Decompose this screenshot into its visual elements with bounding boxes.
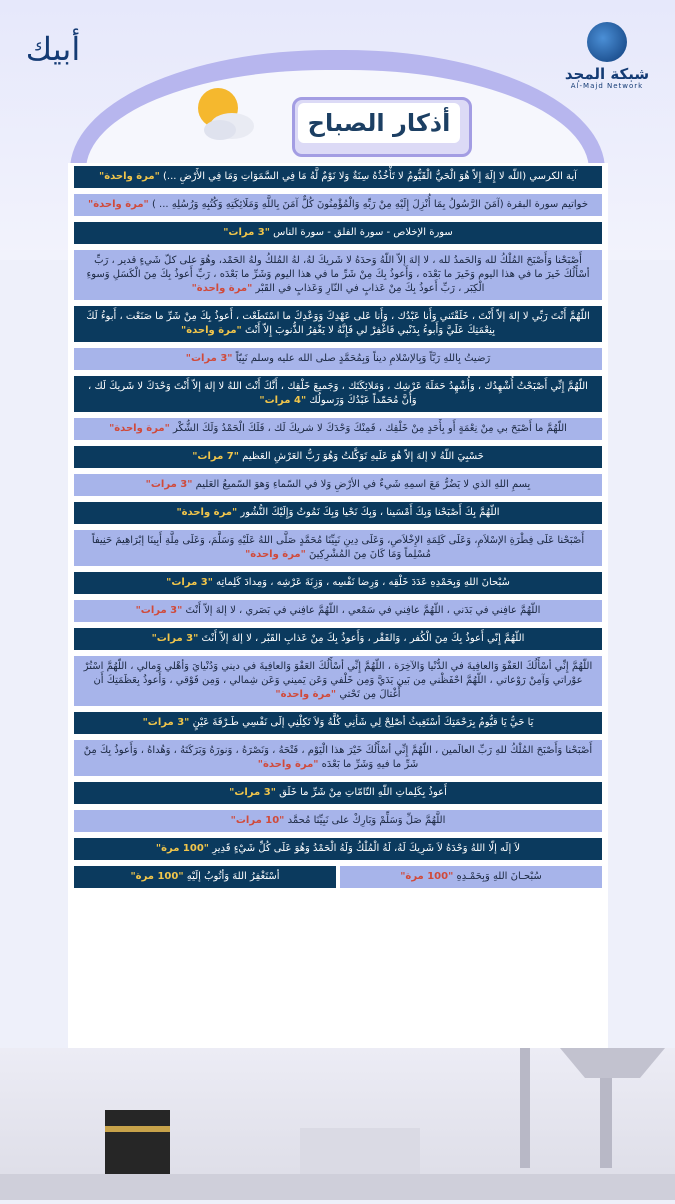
dhikr-content (88, 198, 588, 212)
dhikr-content (99, 170, 577, 184)
dhikr-text: آية الكرسي (اللّه لا إِلَهَ إِلاّ هُوَ الْحَيُّ الْقَيُّومُ لا تَأْخُذُهُ سِنَةٌ وَلا نَوْمٌ لَّهُ مَا فِي السَّمَوَاتِ وَمَا فِي الأَرْضِ ...) (162, 171, 577, 182)
dhikr-row (74, 502, 602, 524)
dhikr-count: "مرة واحدة" (275, 689, 337, 700)
adhkar-list (72, 166, 604, 888)
dhikr-row (74, 418, 602, 440)
dhikr-content (82, 380, 594, 408)
dhikr-content (152, 632, 525, 646)
dhikr-text: اللّهُمَّ ما أَصْبَحَ بي مِنْ نِعْمَةٍ أَو بِأَحَدٍ مِنْ خَلْقِك ، فَمِنْكَ وَحْدَكَ لا شريكَ لَك ، فَلَكَ الْحَمْدُ وَلَكَ الشُّكْر (173, 423, 567, 434)
dhikr-content (82, 660, 594, 702)
dhikr-content (82, 534, 594, 562)
dhikr-row (74, 166, 602, 188)
dhikr-text: يَا حَيُّ يَا قيُّومُ بِرَحْمَتِكَ أسْتَغِيثُ أصْلِحْ لِي شَأنِي كُلَّهُ وَلاَ تَكِلْنِي إلَى نَفْسِي طَـرْفَةَ عَيْنٍ (192, 717, 534, 728)
dhikr-row (74, 194, 602, 216)
sun-cloud-icon (188, 80, 258, 150)
dhikr-text: سورة الإخلاص - سورة الفلق - سورة الناس (273, 227, 453, 238)
dhikr-count: "مرة واحدة" (88, 199, 149, 210)
dhikr-row (74, 656, 602, 706)
dhikr-content (156, 842, 520, 856)
dhikr-content (166, 576, 510, 590)
dhikr-content (109, 422, 567, 436)
dhikr-content (136, 604, 541, 618)
al-majd-logo (557, 22, 657, 90)
dhikr-row (74, 446, 602, 468)
dhikr-count: "3 مرات" (151, 633, 199, 644)
dhikr-text: حَسْبِيَ اللّهُ لا إلهَ إلاّ هُوَ عَلَيهِ تَوَكَّلتُ وَهُوَ رَبُّ العَرْشِ العَظيم (242, 451, 484, 462)
dhikr-count: "مرة واحدة" (181, 325, 242, 336)
dhikr-text: أَصْبَحْنا وَأَصْبَحَ المُلْكُ للهِ رَبِّ العالَمين ، اللّهُمَّ إِنِّي أسْأَلُكَ خَيْرَ هذا الْيَوْم ، فَتْحَهُ ، وَنَصْرَهُ ، وَنورَهُ وَبَرَكَتَهُ ، وَهُداهُ ، وَأَعوذُ بِكَ مِنْ شَرِّ ما فيهِ وَشَرِّ ما بَعْدَه (83, 745, 593, 770)
dhikr-text: أسْتَغْفِرُ اللهَ وَأتُوبُ إلَيْهِ (186, 871, 280, 882)
dhikr-count: "100 مرة" (155, 843, 209, 854)
dhikr-count: "100 مرة" (130, 871, 184, 882)
dhikr-content (231, 814, 446, 828)
dhikr-content (130, 870, 279, 884)
dhikr-text: سُبْحـانَ اللهِ وَبِحَمْـدِهِ (456, 871, 542, 882)
dhikr-row (74, 572, 602, 594)
page-title: أذكار الصباح (298, 103, 460, 143)
dhikr-row (74, 530, 602, 566)
dhikr-row (74, 782, 602, 804)
logo-english: Al-Majd Network (570, 82, 644, 90)
dhikr-text: أَصْبَحْنا عَلَى فِطْرَةِ الإسْلاَمِ، وَعَلَى كَلِمَةِ الإِخْلاَصِ، وَعَلَى دِينِ نَبِيِّنَا مُحَمَّدٍ صَلَّى اللهُ عَلَيْهِ وَسَلَّمَ، وَعَلَى مِلَّةِ أَبِينَا إبْرَاهِيمَ حَنِيفاً مُسْلِماً وَمَا كَانَ مِنَ المُشْرِكِينَ (91, 535, 585, 560)
kaaba-scene-icon (0, 1048, 675, 1200)
dhikr-content (82, 254, 594, 296)
dhikr-text: اللَّهُمَّ صَلِّ وَسَلِّمْ وَبَارِكْ على نَبِيِّنَا مُحمَّد (287, 815, 446, 826)
dhikr-content (229, 786, 447, 800)
dhikr-count: "3 مرات" (145, 479, 193, 490)
dhikr-count: "3 مرات" (142, 717, 190, 728)
dhikr-count: "مرة واحدة" (109, 423, 170, 434)
dhikr-row (74, 810, 602, 832)
dhikr-row (74, 740, 602, 776)
dhikr-text: اللّهُمَّ إِنّي أَعوذُ بِكَ مِنَ الْكُفر ، وَالفَقْر ، وَأَعوذُ بِكَ مِنْ عَذابِ القَبْر ، لا إلهَ إلاّ أَنْتَ (201, 633, 525, 644)
dhikr-count: "مرة واحدة" (176, 507, 238, 518)
last-row (74, 866, 602, 888)
mosque-illustration (0, 1048, 675, 1200)
dhikr-content (82, 310, 594, 338)
dhikr-content (186, 352, 491, 366)
dhikr-content (192, 450, 484, 464)
dhikr-row (74, 376, 602, 412)
dhikr-content (400, 870, 542, 884)
dhikr-count: "مرة واحدة" (99, 171, 160, 182)
dhikr-text: اللّهُمَّ إِنِّي أسْأَلُكَ العَفْوَ وَالعافِيةَ في الدُّنْيا وَالآخِرَة ، اللّهُمَّ إِنِّي أسْأَلُكَ العَفْوَ وَالعافِيةَ في ديني وَدُنْيايَ وَأهْلي وَمالي ، اللّهُمَّ اسْتُرْ عوْراتي وَآمِنْ رَوْعاتي ، اللّهُمَّ احْفَظْني مِن بَينِ يَدَيَّ وَمِن خَلْفي وَعَن يَميني وَعَن شِمالي ، وَمِن فَوْقي ، وَأَعوذُ بِعَظَمَتِكَ أَن أُغْتالَ مِن تَحْتي (83, 661, 593, 700)
dhikr-row-right (340, 866, 602, 888)
dhikr-row (74, 474, 602, 496)
dhikr-count: "3 مرات" (185, 353, 233, 364)
dhikr-content (143, 716, 534, 730)
logo-arabic: شبكة المجد (564, 65, 650, 83)
dhikr-row (74, 628, 602, 650)
dhikr-content (176, 506, 499, 520)
dhikr-count: "3 مرات" (166, 577, 213, 588)
dhikr-row (74, 600, 602, 622)
globe-icon (587, 22, 627, 62)
abeek-logo: أبيك (25, 30, 81, 68)
dhikr-row (74, 348, 602, 370)
dhikr-row (74, 222, 602, 244)
dhikr-count: "4 مرات" (259, 395, 307, 406)
dhikr-count: "3 مرات" (135, 605, 183, 616)
dhikr-row (74, 250, 602, 300)
dhikr-row (74, 838, 602, 860)
dhikr-text: خواتيم سورة البقرة (آمَنَ الرَّسُولُ بِمَا أُنْزِلَ إِلَيْهِ مِنْ رَبِّهِ وَالْمُؤْمِنُونَ كُلٌّ آمَنَ بِاللَّهِ وَمَلَائِكَتِهِ وَكُتُبِهِ وَرُسُلِهِ ... ) (151, 199, 588, 210)
dhikr-content (223, 226, 453, 240)
dhikr-text: بِسمِ اللهِ الذي لا يَضُرُّ مَعَ اسمِهِ شَيءٌ في الأرْضِ وَلا في السّماءِ وَهوَ السّميعُ العَليم (195, 479, 531, 490)
dhikr-text: اللّهُمَّ أَنْتَ رَبِّي لا إلهَ إلاّ أَنْتَ ، خَلَقْتَني وَأَنا عَبْدُك ، وَأَنا عَلى عَهْدِكَ وَوَعْدِكَ ما اسْتَطَعْت ، أَعوذُ بِكَ مِنْ شَرِّ ما صَنَعْت ، أَبوءُ لَكَ بِنِعْمَتِكَ عَلَيَّ وَأَبوءُ بِذَنْبي فَاغْفِرْ لي فَإِنَّهُ لا يَغْفِرُ الذُّنوبَ إِلاّ أَنْتَ (86, 311, 590, 336)
dhikr-count: "مرة واحدة" (257, 759, 319, 770)
dhikr-content (82, 744, 594, 772)
dhikr-row (74, 306, 602, 342)
dhikr-row (74, 712, 602, 734)
dhikr-text: اللّهُمَّ عافِني في بَدَني ، اللّهُمَّ عافِني في سَمْعي ، اللّهُمَّ عافِني في بَصَري ، لا إلهَ إلاّ أَنْتَ (185, 605, 541, 616)
dhikr-row-left (74, 866, 336, 888)
dhikr-text: رَضيتُ بِاللهِ رَبَّاً وَبِالإسْلامِ ديناً وَبِمُحَمَّدٍ صلى الله عليه وسلم نَبِيّاً (235, 353, 491, 364)
dhikr-count: "3 مرات" (223, 227, 270, 238)
dhikr-content (146, 478, 531, 492)
dhikr-count: "7 مرات" (192, 451, 239, 462)
dhikr-count: "مرة واحدة" (191, 283, 253, 294)
dhikr-text: اللّهُمَّ بِكَ أَصْبَحْنا وَبِكَ أَمْسَينا ، وَبِكَ نَحْيا وَبِكَ نَمُوتُ وَإِلَيْكَ النُّشُور (240, 507, 500, 518)
dhikr-text: سُبْحانَ اللهِ وَبِحَمْدِهِ عَدَدَ خَلْقِه ، وَرِضا نَفْسِه ، وَزِنَةَ عَرْشِه ، وَمِدادَ كَلِماتِه (216, 577, 510, 588)
dhikr-count: "مرة واحدة" (245, 549, 306, 560)
dhikr-count: "3 مرات" (229, 787, 276, 798)
dhikr-count: "100 مرة" (400, 871, 454, 882)
dhikr-text: اللّهُمَّ إِنِّي أَصْبَحْتُ أُشْهِدُك ، وَأُشْهِدُ حَمَلَةَ عَرْشِك ، وَمَلائِكَتَك ، وَجَميعَ خَلْقِك ، أَنَّكَ أَنْتَ اللهُ لا إلهَ إلاّ أَنْتَ وَحْدَكَ لا شَريكَ لَك ، وَأَنَّ مُحَمّداً عَبْدُكَ وَرَسولُك (88, 381, 588, 406)
dhikr-text: أَعوذُ بِكَلِماتِ اللّهِ التّامّاتِ مِنْ شَرِّ ما خَلَق (279, 787, 447, 798)
dhikr-text: لاَ إلَه إلّا اللهُ وَحْدَهُ لاَ شَرِيكَ لَهُ، لَهُ الْمُلْكُ وَلَهُ الْحَمْدُ وَهُوَ عَلَى كُلِّ شَيْءٍ قَدِيرِ (212, 843, 521, 854)
dhikr-count: "10 مرات" (230, 815, 285, 826)
dhikr-text: أَصْبَحْنا وَأَصْبَحَ المُلْكُ لله وَالحَمدُ لله ، لا إلهَ إلاّ اللّهُ وَحدَهُ لا شَريكَ لهُ، لهُ المُلكُ ولهُ الحَمْد، وهُوَ على كلّ شَيءٍ قدير ، رَبِّ أسْأَلُكَ خَيرَ ما في هذا اليوم وَخَيرَ ما بَعْدَه ، وَأَعوذُ بِكَ مِنْ شَرِّ ما في هذا اليوم وَشَرِّ ما بَعْدَه ، رَبِّ أَعوذُ بِكَ مِنَ الْكَسَلِ وَسوءِ الْكِبَر ، رَبِّ أَعوذُ بِكَ مِنْ عَذابٍ في النّارِ وَعَذابٍ في القَبْر (86, 255, 590, 294)
